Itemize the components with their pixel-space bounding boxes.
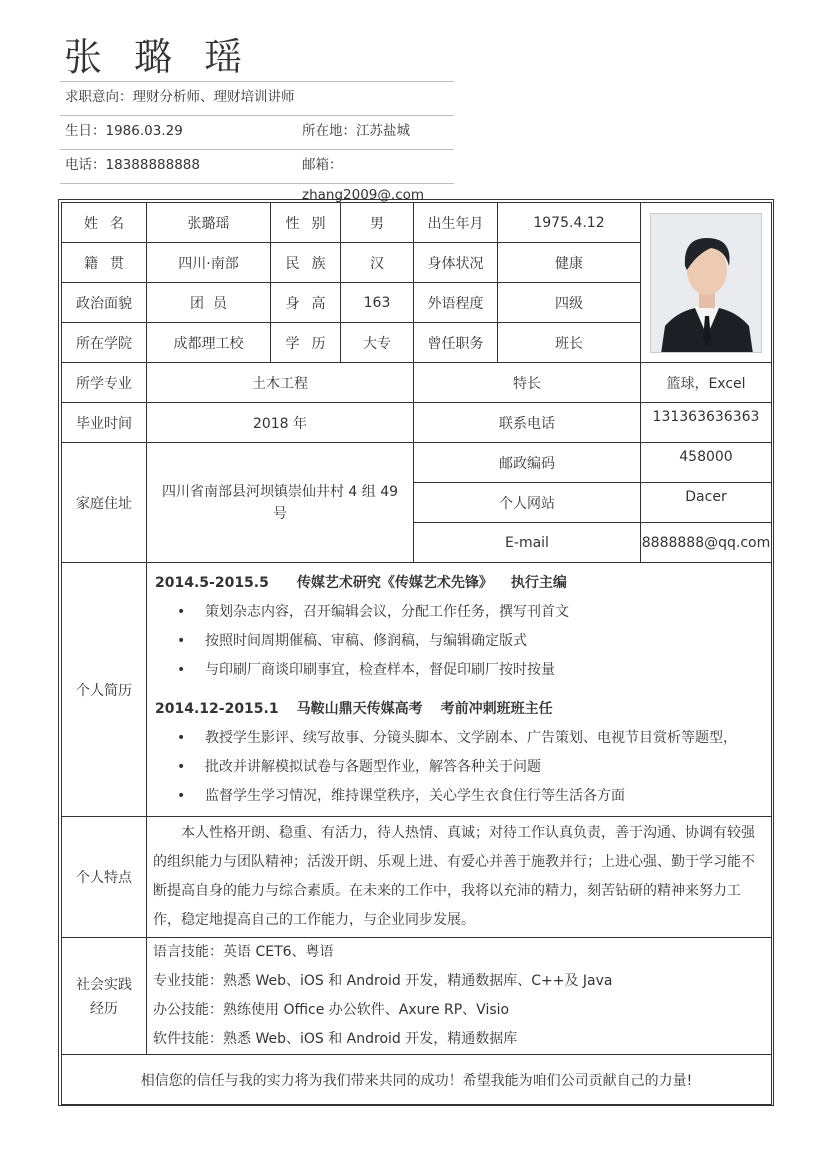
address-label: 家庭住址 <box>62 443 147 563</box>
college-label: 所在学院 <box>62 323 147 363</box>
position-value: 班长 <box>498 323 641 363</box>
language-value: 四级 <box>498 283 641 323</box>
political-label: 政治面貌 <box>62 283 147 323</box>
resume-label: 个人简历 <box>62 563 147 817</box>
origin-label: 籍贯 <box>62 243 147 283</box>
list-item: • 批改并讲解模拟试卷与各题型作业，解答各种关于问题 <box>155 753 763 782</box>
job-company: 传媒艺术研究《传媒艺术先锋》 <box>296 574 493 591</box>
skills-list <box>147 938 772 1055</box>
major-label: 所学专业 <box>62 363 147 403</box>
location: 所在地：江苏盐城 <box>302 123 410 139</box>
position-label: 曾任职务 <box>414 323 498 363</box>
birth-label: 出生年月 <box>414 203 498 243</box>
gender-value: 男 <box>341 203 414 243</box>
birthday: 生日：1986.03.29 <box>65 123 183 139</box>
gender-label: 性别 <box>271 203 341 243</box>
job-intent: 求职意向：理财分析师、理财培训讲师 <box>65 89 295 105</box>
resume-name: 张 璐 瑶 <box>64 35 253 79</box>
ethnic-label: 民族 <box>271 243 341 283</box>
email-label: E-mail <box>414 523 641 563</box>
job-company: 马鞍山鼎天传媒高考 <box>296 700 423 717</box>
specialty-label: 特长 <box>414 363 641 403</box>
traits-label: 个人特点 <box>62 817 147 938</box>
email-value: 8888888@qq.com <box>641 523 772 563</box>
grad-value: 2018 年 <box>147 403 414 443</box>
college-value: 成都理工校 <box>147 323 271 363</box>
address-value: 四川省南部县河坝镇崇仙井村 4 组 49 号 <box>147 443 414 563</box>
website-value: Dacer <box>641 483 772 523</box>
job-role: 考前冲刺班班主任 <box>440 700 553 717</box>
photo-cell <box>641 203 772 363</box>
postcode-label: 邮政编码 <box>414 443 641 483</box>
edu-label: 学历 <box>271 323 341 363</box>
header-intent-row <box>60 81 454 114</box>
skill-item: 办公技能：熟练使用 Office 办公软件、Axure RP、Visio <box>153 1002 510 1018</box>
header-contact-row <box>60 149 454 203</box>
edu-value: 大专 <box>341 323 414 363</box>
list-item: • 教授学生影评、续写故事、分镜头脚本、文学剧本、广告策划、电视节目赏析等题型， <box>155 724 763 753</box>
header-divider <box>60 183 454 184</box>
skill-item: 专业技能：熟悉 Web、iOS 和 Android 开发，精通数据库、C++及 Java <box>153 973 613 989</box>
specialty-value: 篮球，Excel <box>641 363 772 403</box>
header-birth-row <box>60 115 454 148</box>
list-item: • 与印刷厂商谈印刷事宜，检查样本，督促印刷厂按时按量 <box>155 656 763 685</box>
traits-text: 本人性格开朗、稳重、有活力，待人热情、真诚；对待工作认真负责，善于沟通、协调有较强的组织能力与团队精神；活泼开朗、乐观上进、有爱心并善于施教并行；上进心强、勤于学习能不断提高自身的能力与综合素质。在未来的工作中，我将以充沛的精力，刻苦钻研的精神来努力工作，稳定地提高自己的工作能力，与企业同步发展。 <box>147 817 772 938</box>
resume-table <box>58 199 774 1106</box>
list-item: • 按照时间周期催稿、审稿、修润稿，与编辑确定版式 <box>155 627 763 656</box>
list-item: • 监督学生学习情况，维持课堂秩序，关心学生衣食住行等生活各方面 <box>155 782 763 811</box>
height-value: 163 <box>341 283 414 323</box>
name-label: 姓名 <box>62 203 147 243</box>
job-title <box>155 695 763 724</box>
birth-value: 1975.4.12 <box>498 203 641 243</box>
website-label: 个人网站 <box>414 483 641 523</box>
origin-value: 四川·南部 <box>147 243 271 283</box>
job-period: 2014.5-2015.5 <box>155 574 269 591</box>
grad-label: 毕业时间 <box>62 403 147 443</box>
skill-item: 软件技能：熟悉 Web、iOS 和 Android 开发，精通数据库 <box>153 1031 518 1047</box>
email: 邮箱：zhang2009@.com <box>302 157 425 203</box>
major-value: 土木工程 <box>147 363 414 403</box>
practice-label: 社会实践 经历 <box>62 938 147 1055</box>
job-period: 2014.12-2015.1 <box>155 700 279 717</box>
political-value: 团 员 <box>147 283 271 323</box>
closing-statement: 相信您的信任与我的实力将为我们带来共同的成功！希望我能为咱们公司贡献自己的力量! <box>62 1055 772 1105</box>
phone: 电话：18388888888 <box>65 157 200 173</box>
list-item: • 策划杂志内容，召开编辑会议，分配工作任务，撰写刊首文 <box>155 598 763 627</box>
postcode-value: 458000 <box>641 443 772 483</box>
name-value: 张璐瑶 <box>147 203 271 243</box>
health-value: 健康 <box>498 243 641 283</box>
job-role: 执行主编 <box>510 574 567 591</box>
profile-photo <box>650 213 762 353</box>
ethnic-value: 汉 <box>341 243 414 283</box>
language-label: 外语程度 <box>414 283 498 323</box>
tel-value: 131363636363 <box>641 403 772 443</box>
health-label: 身体状况 <box>414 243 498 283</box>
height-label: 身高 <box>271 283 341 323</box>
resume-content <box>147 563 772 817</box>
skill-item: 语言技能：英语 CET6、粤语 <box>153 944 334 960</box>
tel-label: 联系电话 <box>414 403 641 443</box>
job-title <box>155 569 763 598</box>
